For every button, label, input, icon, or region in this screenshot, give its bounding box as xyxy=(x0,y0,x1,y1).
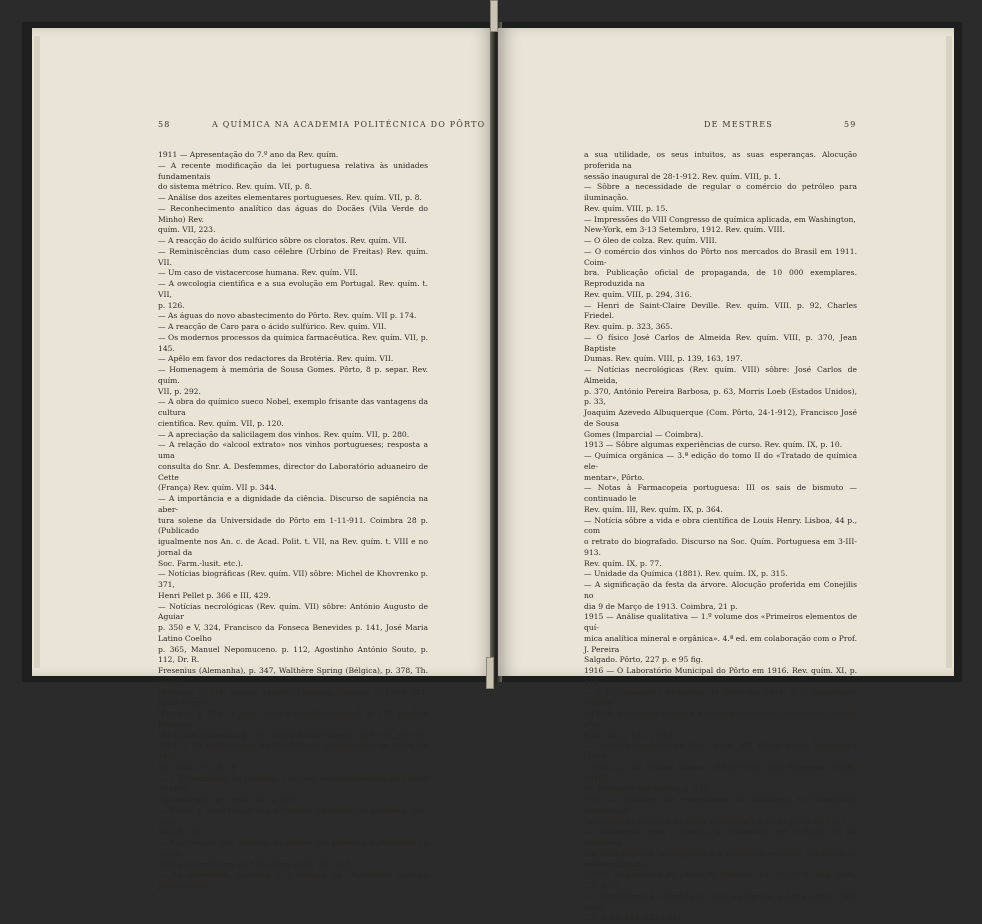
text-line: Rev. quím. p. 323, 365. xyxy=(584,322,673,331)
text-line: — A reacção de Caro para o ácido sulfúrico. Rev. quím. VII. xyxy=(158,322,387,331)
text-line: — A recente modificação da lei portuguesa relativa às unidades fundamentais xyxy=(158,160,428,181)
text-line: — O físico José Carlos de Almeida Rev. quím. VIII, p. 370, Jean Baptiste xyxy=(584,332,857,353)
text-line: (França), p. 379, D. Juan Fagés y Vergili (Espanha), p. 377, Jacobus Henricus xyxy=(158,709,428,729)
text-line: — As águas do novo abastecimento do Pôrto. Rev. quím. VII p. 174. xyxy=(158,311,417,321)
text-line: — Notícias necrológicas (Rev. quím. XI) sôbre: Emile Jungfleisch (1838- xyxy=(584,741,857,761)
right-page-number: 59 xyxy=(844,120,857,129)
text-line: — A relação do «alcool extrato» nos vinhos portugueses; resposta a uma xyxy=(158,440,428,460)
text-line: — A significação da festa da árvore. Alocução proferida em Conejilis no xyxy=(584,580,857,600)
text-line: — Notícias necrológicas (Rev. quím. VIII) sôbre: José Carlos de Almeida, xyxy=(584,365,857,385)
text-line: — Notícias biográficas (Rev. quím. VII) sôbre: Michel de Khovrenko p. 371, xyxy=(158,569,428,589)
text-line: Van't Hoff (Holanda), p. 110, Alfred Nobel (Suécia), 120 e III, 35 e 76. xyxy=(158,730,428,740)
text-line: — Homenagem à memória de José de Parada e Silva Leitão. Rev. quím. xyxy=(584,891,857,912)
left-page-number: 58 xyxy=(158,120,171,129)
book-spread xyxy=(22,22,962,923)
text-line: -1916), p. 240, Willian Ramsay (1852-1916), José Echegaray (1836-1916), xyxy=(584,762,857,783)
text-line: dia 9 de Março de 1913. Coimbra, 21 p. xyxy=(584,601,738,611)
text-line: sessão inaugural de 28-1-912. Rev. quím. VIII, p. 1. xyxy=(584,171,781,181)
text-line: quím. VII, 223. xyxy=(158,225,216,235)
text-line: Faculdade de Ciências do Pôrto, existentes em 30 de Junho de 1917. xyxy=(584,816,848,826)
text-line: p. 370, António Pereira Barbosa, p. 63, Morris Loeb (Estados Unidos), p. 33, xyxy=(584,386,857,407)
text-line: 1915 — Análise qualitativa — 1.º volume dos «Primeiros elementos de quí- xyxy=(584,612,857,632)
left-page-body xyxy=(158,150,428,892)
left-page-edge xyxy=(34,36,40,668)
text-line: o retrato do biografado. Discurso na Soc. Quím. Portuguesa em 3-III-913. xyxy=(584,537,857,557)
text-line: — Notícia sôbre a vida e obra científica de Louis Henry. Lisboa, 44 p., com xyxy=(584,515,857,536)
text-line: Dumas. Rev. quím. VIII, p. 139, 163, 197. xyxy=(584,354,743,364)
text-line: — Impressões do VIII Congresso de química aplicada, em Washington, xyxy=(584,214,856,224)
text-line: Rev. quím. VII, p. 20. xyxy=(158,762,239,772)
right-page xyxy=(498,28,954,923)
text-line: Rev. quím. VIII, p. 294, 316. xyxy=(584,289,692,299)
text-line: do Prof. Alberto de Aguiar e a Revista Scientífica Laboratorial. Separ. (Rev xyxy=(584,709,857,729)
text-line: (França) Rev. quím. VII p. 344. xyxy=(158,483,277,493)
text-line: p. 126. xyxy=(158,300,185,310)
text-line: cias naturais. Rev. quím. VII, p. 261. xyxy=(158,795,298,804)
text-line: — O comércio dos vinhos do Pôrto nos mercados do Brasil em 1911. Coim- xyxy=(584,246,857,267)
text-line: quím. XI, p. 237, 29 p.). xyxy=(584,730,676,740)
text-line: VII, p. 292. xyxy=(158,386,201,396)
text-line: Rev. quím. III, Rev. quím. IX, p. 364. xyxy=(584,504,723,514)
text-line: New-York, em 3-13 Setembro, 1912. Rev. quím. VIII. xyxy=(584,225,785,235)
left-running-head: A QUÍMICA NA ACADEMIA POLITÉCNICA DO PÔRTO xyxy=(212,120,486,129)
right-running-head: DE MESTRES xyxy=(704,120,773,129)
text-line: — Notícias necrológicas (Rev. quím. VII) sôbre: António Augusto de Aguiar xyxy=(158,601,428,622)
text-line: 1916 — O Laboratório Municipal do Pôrto em 1916. Rev. quím. XI, p. 219. xyxy=(584,666,857,686)
text-line: VIII, p. 103. xyxy=(158,827,204,837)
text-line: — Homenagem à memória de Sousa Gomes. Pôrto, 8 p. separ. Rev. quím. xyxy=(158,365,428,385)
text-line: — Apêlo em favor dos redactores da Brotéria. Rev. quím. VII. xyxy=(158,354,394,364)
text-line: — Os modernos processos da química farmacêutica. Rev. quím. VII, p. 145. xyxy=(158,332,429,353)
text-line: — Reminiscências dum caso célebre (Urbino de Freitas) Rev. quím. VII. xyxy=(158,246,428,267)
text-line: Henri Pellet p. 366 e III, 429. xyxy=(158,590,271,600)
text-line: Fresenius (Alemanha), p. 347, Walthère Spring (Bélgica), p. 378, Th. Swarts xyxy=(158,666,428,686)
text-line: — Química orgânica — 3.ª edição do tomo II do «Tratado de química ele- xyxy=(584,451,857,471)
right-page-edge xyxy=(946,36,952,668)
text-line: — As sociedades químicas e a criação da «Sociedade química portuguesa»; xyxy=(158,870,428,890)
text-line: — Notas à Farmacopeia portuguesa: III os sais de bismuto — continuado le xyxy=(584,483,857,503)
text-line: — A obra do químico sueco Nobel, exemplo frisante das vantagens da cultura xyxy=(158,397,428,417)
text-line: — A reacção do ácido sulfúrico sôbre os cloratos. Rev. quím. VII. xyxy=(158,236,407,245)
text-line: 1913 — Sôbre algumas experiências de curso. Rev. quím. IX, p. 10. xyxy=(584,440,843,450)
text-line: científica. Rev. quím. VII, p. 120. xyxy=(158,418,284,428)
text-line: p. 350 e V, 324, Francisco da Fonseca Benevides p. 141, José Maria Latino Coelho xyxy=(158,623,428,643)
text-line: (Bélgica), p. 378, Antoine Laurent Lavoisier (França), p. 139 e 224, Louis Troost xyxy=(158,687,428,708)
text-line: 1912 — As deliberações da Conferência internacional de Paris, de 1912. xyxy=(158,741,428,761)
text-line: igualmente nos An. c. de Acad. Polit. t. VII, na Rev. quím. t. VIII e no jornal da xyxy=(158,537,428,557)
text-line: — Análise dos azeites elementares portugueses. Rev. quím. VII, p. 8. xyxy=(158,193,422,202)
text-line: XII, p. 62, 194, 232 e 281. xyxy=(584,913,685,923)
text-line: — Documentos para a história da Toxicologia em Portugal: III Da influência xyxy=(584,827,857,847)
text-line: — A owcologia científica e a sua evolução em Portugal. Rev. quím. t. VII, xyxy=(158,279,428,299)
text-line: consulta do Snr. A. Desfemmes, director do Laboratório aduaneiro de Cette xyxy=(158,461,428,482)
text-line: — Um caso de vistacercose humana. Rev. quím. VII. xyxy=(158,268,358,278)
text-line: Salgado. Pôrto, 227 p. e 95 fig. xyxy=(584,655,704,665)
right-page-body xyxy=(584,150,857,924)
text-line: — 1 O Laboratório Municipal do Pôrto em 1916, II O Laboratório Médico xyxy=(584,687,857,708)
text-line: — Reconhecimento analítico das águas do Docães (Vila Verde do Minho) Rev. xyxy=(158,203,428,224)
binding-clip-bottom xyxy=(486,657,494,689)
text-line: Gomes (Imparcial — Coimbra). xyxy=(584,429,704,439)
binding-clip-top xyxy=(490,0,498,32)
text-line: 1917 — Catálogo das miscelâneas da Biblioteca do Laboratório Químico da xyxy=(584,795,857,815)
text-line: Soc. Farm.-lusit. etc.). xyxy=(158,558,244,568)
text-line: tura solene da Universidade do Pôrto em 1-11-911. Coimbra 28 p. (Publicado xyxy=(158,515,428,536)
text-line: — Sôbre a constituição dos derivados metálicos do acetileno. Rev. quím. xyxy=(158,805,428,826)
text-line: Rev. quím. VIII, p. 15. xyxy=(584,203,668,213)
text-line: mentar», Pôrto. xyxy=(584,472,645,482)
text-line: do sistema métrico. Rev. quím. VII, p. 8. xyxy=(158,182,312,192)
text-line: mica analítica mineral e orgânica». 4.ª ed. em colaboração com o Prof. J. Pereira xyxy=(584,633,857,654)
text-line: — A unificação dos métodos de análise dos produtos alimentares na confe- xyxy=(158,838,428,858)
text-line: — A importância e a dignidade da ciência. Discurso de sapiência na aber- xyxy=(158,494,428,514)
text-line: — Sôbre a necessidade de regular o comércio do petróleo para iluminação. xyxy=(584,182,857,202)
text-line: — Henri de Saint-Claire Deville. Rev. quím. VIII. p. 92, Charles Friedel. xyxy=(584,300,857,321)
text-line: — O óleo de colza. Rev. quím. VIII. xyxy=(584,236,718,245)
text-line: bra. Publicação oficial de propaganda, de 10 000 exemplares. Reproduzida na xyxy=(584,268,857,288)
text-line: 1911 — Apresentação do 7.º ano da Rev. quím. xyxy=(158,150,339,159)
text-line: Dr. Fernando dos Santos, p. 332. xyxy=(584,784,711,794)
text-line: — A apreciação da salicilagem dos vinhos. Rev. quím. VII, p. 280. xyxy=(158,429,410,439)
text-line: (1892). Depoimento do perito no Tribunal, em 27-1-923. Rev. quím. XII, p. III xyxy=(584,870,857,890)
text-line: a sua utilidade, os seus intuitos, as suas esperanças. Alocução proferida na xyxy=(584,150,857,170)
text-line: — Unidade da Química (1881). Rev. quím. IX, p. 315. xyxy=(584,569,788,579)
text-line: p. 365, Manuel Nepomuceno. p. 112, Agostinho António Souto, p. 112, Dr. R. xyxy=(158,644,428,665)
text-line: Rev. quím. IX, p. 77. xyxy=(584,558,662,568)
text-line: Joaquim Azevedo Albuquerque (Com. Pôrto, 24-1-912), Francisco José de Sousa xyxy=(584,408,857,428)
text-line: — A Universidade de Coimbra e os seus estabelecimentos de ensino de ciên- xyxy=(158,773,428,794)
text-line: dos ptomaínas na investigação dos alcalóides vegetais, nos casos de envenenamento xyxy=(584,848,857,869)
left-page xyxy=(32,28,494,890)
text-line: rência internacional de 1910. Rev. quím. VIII, p. 37. xyxy=(158,859,358,869)
